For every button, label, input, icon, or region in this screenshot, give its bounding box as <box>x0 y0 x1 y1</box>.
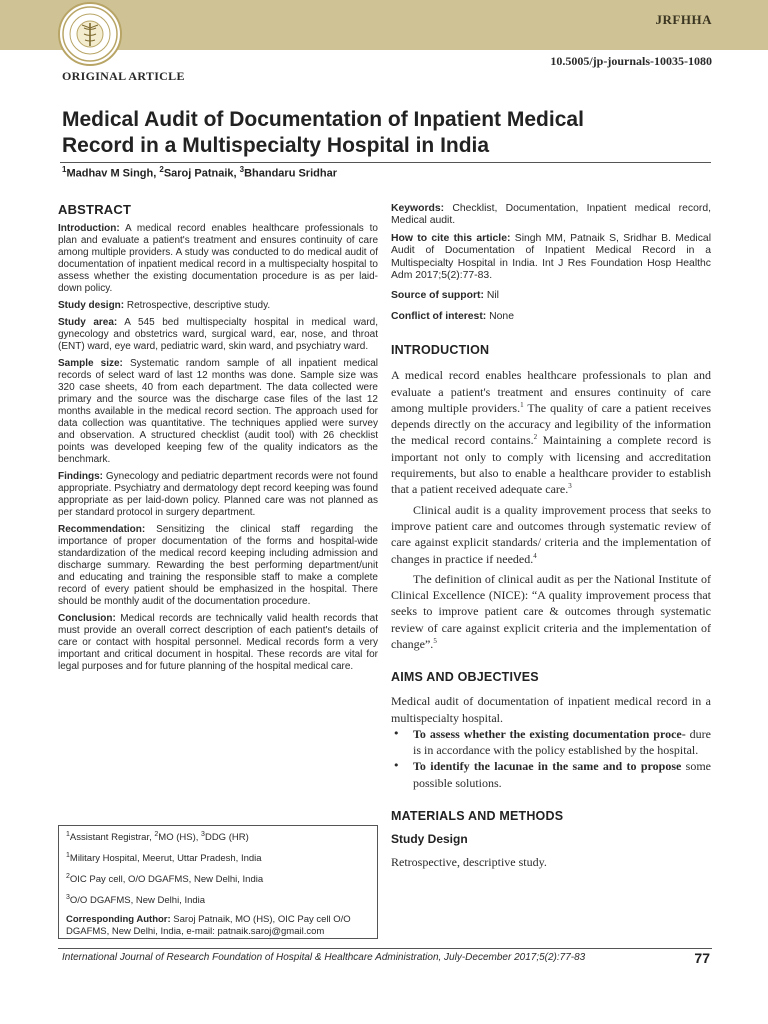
page-number: 77 <box>694 950 710 966</box>
abstract-label: Recommendation: <box>58 524 146 535</box>
doi: 10.5005/jp-journals-10035-1080 <box>550 54 712 68</box>
abstract-text: Systematic random sample of all inpatient medical records of select ward of last 12 months was done. Sample size was 320 case sheets, 40 from each department. The data collected were primary and the source was the discharge case files of the last 12 months available in the medical record section. The approach used for data collection was quantitative. The techniques applied were survey and observation. A structured checklist (audit tool) with 26 checklist points was developed keeping few of the quality indicators as the benchmark. <box>58 358 378 465</box>
abstract-recommendation <box>58 524 378 608</box>
corresponding-label: Corresponding Author: <box>66 913 171 925</box>
abstract-study-area <box>58 317 378 353</box>
aims-heading: AIMS AND OBJECTIVES <box>391 670 539 685</box>
abstract-text: Retrospective, descriptive study. <box>124 300 271 311</box>
meta-label: How to cite this article: <box>391 232 511 244</box>
citation-mark: 5 <box>433 637 437 645</box>
abstract-label: Sample size: <box>58 358 123 369</box>
meta-label: Source of support: <box>391 290 484 302</box>
emblem-seal-icon <box>60 4 120 64</box>
corresponding-author <box>66 914 370 938</box>
article-title <box>62 107 722 159</box>
abstract-label: Study area: <box>58 317 118 328</box>
affil-mark: 1 <box>66 831 70 838</box>
author-name: Bhandaru Sridhar <box>244 167 337 180</box>
bullet-icon: • <box>393 726 400 740</box>
affiliation-line <box>66 892 370 907</box>
meta-text: Nil <box>483 290 499 302</box>
intro-paragraph-1 <box>391 367 711 497</box>
author-name: Madhav M Singh, <box>66 167 160 180</box>
affil-text: Military Hospital, Meerut, Uttar Pradesh, India <box>69 853 262 865</box>
abstract-heading: ABSTRACT <box>58 202 132 217</box>
bullet-bold-text: To identify the lacunae in the same and to propose <box>413 759 682 774</box>
citation-mark: 1 <box>520 400 524 409</box>
abstract-label: Introduction: <box>58 223 120 234</box>
journal-abbreviation: JRFHHA <box>655 12 712 27</box>
abstract-text: A 545 bed multispecialty hospital in medical ward, gynecology and obstetrics ward, surgical ward, ear, nose, and throat (ENT) ward, eye ward, pediatric ward, skin ward, and psychiatry ward. <box>58 317 378 352</box>
affil-text: MO (HS), <box>158 832 202 844</box>
source-of-support <box>391 290 711 302</box>
body-text: Maintaining a complete record is important not only to comply with licensing and accreditation requirements, but also to enable a healthcare provider to establish that a patient received adequate care. <box>391 433 711 497</box>
affil-mark: 2 <box>154 831 159 838</box>
abstract-label: Study design: <box>58 300 125 311</box>
author-affil-mark: 3 <box>239 165 245 174</box>
author-list <box>62 165 337 180</box>
author-affil-mark: 1 <box>62 165 67 174</box>
meta-text: None <box>486 310 514 322</box>
footer-citation: International Journal of Research Foundation of Hospital & Healthcare Administration, July-December 2017;5(2):77-83 <box>62 952 586 963</box>
methods-heading: MATERIALS AND METHODS <box>391 809 564 824</box>
body-text: A medical record enables healthcare professionals to plan and evaluate a patient's treatment and ensures continuity of care among multiple providers. <box>391 368 711 415</box>
bullet-text: dure is in accordance with the policy established by the hospital. <box>413 726 711 758</box>
aims-intro: Medical audit of documentation of inpatient medical record in a multispecialty hospital. <box>391 694 711 725</box>
abstract-study-design <box>58 300 378 312</box>
how-to-cite <box>391 233 711 283</box>
body-text: The quality of care a patient receives depends directly on the accuracy and legibility of the information the medical record contains. <box>391 400 711 448</box>
affiliations-box <box>58 825 378 939</box>
abstract-findings <box>58 471 378 519</box>
study-design-subheading: Study Design <box>391 832 468 847</box>
journal-emblem-icon <box>58 2 122 66</box>
abstract-sample-size <box>58 358 378 466</box>
list-item <box>391 726 711 759</box>
affil-text: Assistant Registrar, <box>69 832 155 844</box>
abstract-conclusion <box>58 613 378 673</box>
body-text: The definition of clinical audit as per the National Institute of Clinical Excellence (NICE): “A quality improvement process that seeks to improve patient care & outcomes through systematic review of care against explicit criteria and the implementation of change”. <box>391 571 711 651</box>
aims-list <box>391 726 711 791</box>
footer-divider <box>58 948 712 949</box>
main-column <box>391 203 711 870</box>
keywords <box>391 203 711 228</box>
bullet-bold-text: To assess whether the existing documentation proce- <box>413 726 686 741</box>
introduction-heading: INTRODUCTION <box>391 343 490 358</box>
citation-mark: 2 <box>533 433 538 442</box>
title-line-1: Medical Audit of Documentation of Inpatient Medical <box>62 108 584 131</box>
affiliation-line <box>66 829 370 844</box>
affil-mark: 2 <box>66 873 70 881</box>
meta-text: Checklist, Documentation, Inpatient medical record, Medical audit. <box>391 203 711 227</box>
abstract-text: Medical records are technically valid health records that must provide an overall correct description of each patient's details of care or contact with hospital personnel. Medical records form a very important and critical document in hospital. These records are vital for legal purposes and for future planning of the hospital medical care. <box>58 613 378 672</box>
affil-text: OIC Pay cell, O/O DGAFMS, New Delhi, India <box>69 874 264 886</box>
bullet-text: some possible solutions. <box>413 759 712 790</box>
title-divider <box>60 162 711 163</box>
intro-paragraph-2 <box>391 502 711 567</box>
title-line-2: Record in a Multispecialty Hospital in India <box>62 134 490 157</box>
affil-mark: 1 <box>66 852 70 860</box>
meta-label: Conflict of interest: <box>391 310 487 322</box>
abstract-text: Gynecology and pediatric department records were not found appropriate. Psychiatry and dermatology dept record keeping was found appropriate as per laid-down policy. Planned care was not planned as per standard protocol in surgery department. <box>58 471 378 518</box>
author-name: Saroj Patnaik, <box>163 167 240 180</box>
bullet-icon: • <box>393 759 400 773</box>
conflict-of-interest <box>391 311 711 323</box>
affil-text: O/O DGAFMS, New Delhi, India <box>69 895 206 907</box>
abstract-introduction <box>58 223 378 295</box>
body-text: Clinical audit is a quality improvement process that seeks to improve patient care and outcomes through systematic review of care against explicit standards/ criteria and the implementation of changes in practice if needed. <box>391 502 711 566</box>
author-affil-mark: 2 <box>159 165 164 174</box>
abstract-text: Sensitizing the clinical staff regarding the importance of proper documentation of the forms and hospital-wide standardization of the medical record keeping including admission and discharge summary. Rewarding the best performing department/unit and educating and training the responsible staff to make a complete record of every patient should be emphasized in the hospital. There should be monthly audit of the documentation procedure. <box>58 524 378 607</box>
affil-mark: 3 <box>66 894 70 902</box>
intro-paragraph-3 <box>391 571 711 652</box>
citation-mark: 3 <box>568 482 572 491</box>
meta-text: Singh MM, Patnaik S, Sridhar B. Medical Audit of Documentation of Inpatient Medical Record in a Multispecialty Hospital in India. Int J Res Foundation Hosp Healthc Adm 2017;5(2):77-83. <box>391 232 711 282</box>
abstract-column <box>58 202 378 678</box>
affil-mark: 3 <box>201 831 205 838</box>
study-design-text: Retrospective, descriptive study. <box>391 855 547 870</box>
affil-text: DDG (HR) <box>204 832 249 844</box>
citation-mark: 4 <box>533 551 537 560</box>
article-type: ORIGINAL ARTICLE <box>62 69 185 83</box>
abstract-label: Conclusion: <box>58 613 116 624</box>
affiliation-line <box>66 850 370 865</box>
affiliation-line <box>66 871 370 886</box>
abstract-label: Findings: <box>58 471 103 482</box>
list-item <box>391 758 711 791</box>
meta-label: Keywords: <box>391 203 445 214</box>
abstract-text: A medical record enables healthcare professionals to plan and evaluate a patient's treatment and ensures continuity of care among multiple providers. A study was conducted to do medical audit of documentation of inpatient medical record in a multispecialty hospital to assess whether the existing documentation procedure is as per laid-down policy. <box>58 223 378 294</box>
corresponding-text: Saroj Patnaik, MO (HS), OIC Pay cell O/O DGAFMS, New Delhi, India, e-mail: patnaik.saroj@gmail.com <box>66 913 351 937</box>
